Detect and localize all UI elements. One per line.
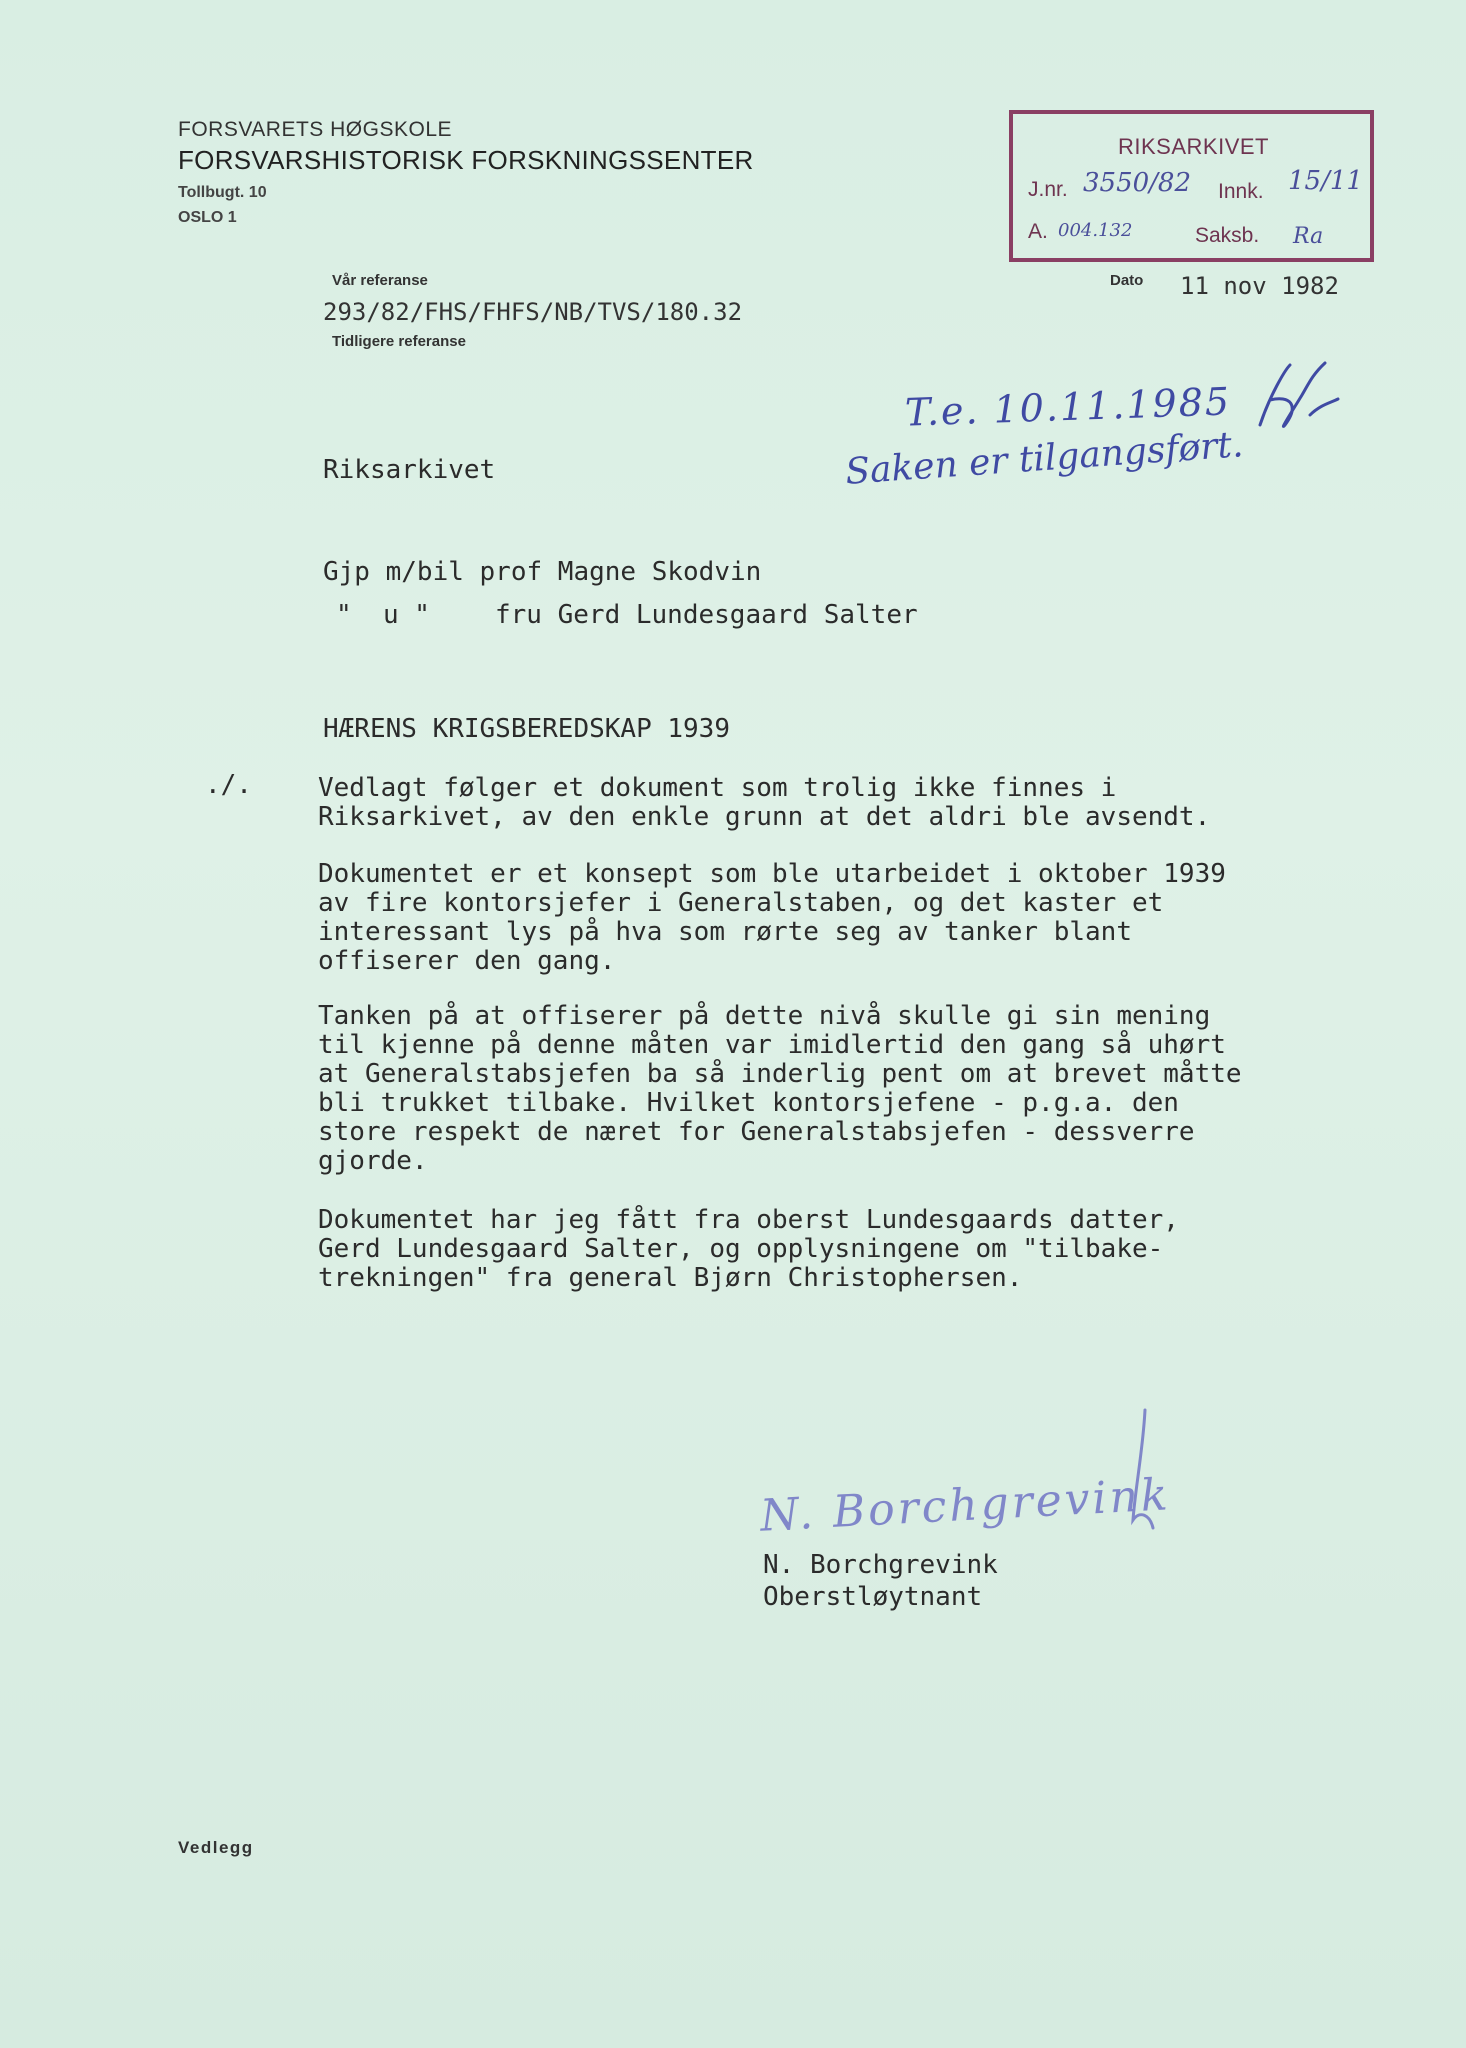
- subject-line: HÆRENS KRIGSBEREDSKAP 1939: [323, 714, 730, 744]
- date-label: Dato: [1110, 272, 1144, 289]
- copy-line-2-name: fru Gerd Lundesgaard Salter: [495, 600, 918, 630]
- address-street: Tollbugt. 10: [178, 184, 267, 201]
- copy-line-2-ditto: " u ": [336, 600, 430, 630]
- stamp-innk-label: Innk.: [1218, 180, 1264, 203]
- date-value: 11 nov 1982: [1180, 272, 1339, 300]
- address-city: OSLO 1: [178, 209, 237, 226]
- org-name-line1: FORSVARETS HØGSKOLE: [178, 118, 452, 141]
- stamp-jnr-value: 3550/82: [1083, 168, 1192, 198]
- org-name-line2: FORSVARSHISTORISK FORSKNINGSSENTER: [178, 145, 754, 175]
- enclosure-footer-label: Vedlegg: [178, 1838, 254, 1857]
- signer-name: N. Borchgrevink: [763, 1550, 998, 1580]
- archive-stamp: [1009, 110, 1374, 262]
- body-paragraph-4: Dokumentet har jeg fått fra oberst Lundesgaards datter, Gerd Lundesgaard Salter, og opplysningene om "tilbake- trekningen" fra general Bjørn Christophersen.: [318, 1205, 1179, 1293]
- handwritten-status-note: Saken er tilgangsført.: [844, 424, 1245, 493]
- stamp-jnr-label: J.nr.: [1028, 178, 1068, 201]
- stamp-a-label: A.: [1028, 220, 1048, 243]
- handwritten-initials: [1230, 355, 1340, 445]
- enclosure-mark: ./.: [205, 770, 252, 800]
- signature-flourish: [1115, 1400, 1175, 1540]
- stamp-innk-value: 15/11: [1288, 166, 1363, 196]
- stamp-saksb-value: Ra: [1293, 224, 1324, 249]
- body-paragraph-3: Tanken på at offiserer på dette nivå skulle gi sin mening til kjenne på denne måten var imidlertid den gang så uhørt at Generalstabsjefen ba så inderlig pent om at brevet måtte bli trukket tilbake. Hvilket kontorsjefene - p.g.a. den store respekt de næret for Generalstabsjefen - dessverre gjorde.: [318, 1001, 1242, 1176]
- copy-line-1: Gjp m/bil prof Magne Skodvin: [323, 557, 762, 587]
- stamp-title: RIKSARKIVET: [1118, 134, 1269, 159]
- handwritten-signature: N. Borchgrevink: [758, 1469, 1172, 1542]
- our-reference-label: Vår referanse: [332, 272, 428, 289]
- handwritten-date-note: T.e. 10.11.1985: [904, 379, 1232, 435]
- our-reference-value: 293/82/FHS/FHFS/NB/TVS/180.32: [323, 298, 743, 326]
- previous-reference-label: Tidligere referanse: [332, 333, 466, 350]
- stamp-a-value: 004.132: [1058, 220, 1133, 241]
- recipient: Riksarkivet: [323, 455, 496, 485]
- stamp-saksb-label: Saksb.: [1195, 224, 1260, 247]
- signer-title: Oberstløytnant: [763, 1582, 983, 1612]
- body-paragraph-1: Vedlagt følger et dokument som trolig ikke finnes i Riksarkivet, av den enkle grunn at det aldri ble avsendt.: [318, 773, 1211, 832]
- body-paragraph-2: Dokumentet er et konsept som ble utarbeidet i oktober 1939 av fire kontorsjefer i Generalstaben, og det kaster et interessant lys på hva som rørte seg av tanker blant offiserer den gang.: [318, 859, 1226, 976]
